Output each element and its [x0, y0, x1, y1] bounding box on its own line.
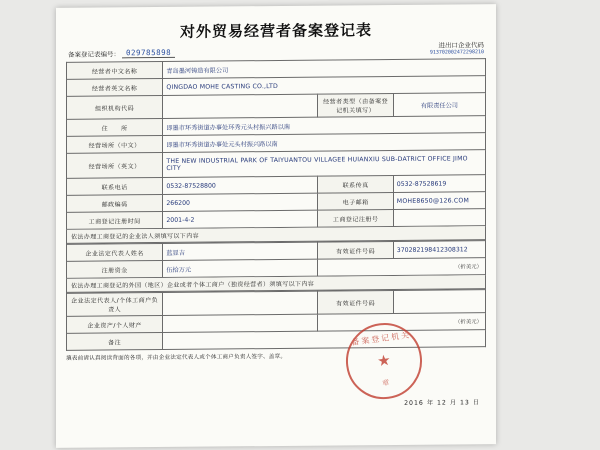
- code-number-label: 进出口企业代码: [438, 41, 484, 50]
- row-label-foreign-rep: 企业法定代表人/个体工商户负责人: [67, 292, 163, 316]
- row-label-reg-date: 工商登记注册时间: [67, 211, 163, 229]
- row-value-company-type: 有限责任公司: [393, 93, 485, 117]
- seal-top-text: 备案登记机关: [350, 330, 412, 348]
- document-body: [56, 4, 496, 448]
- date-month-label: 月: [449, 399, 457, 407]
- row-label-phone: 联系电话: [67, 177, 163, 195]
- row-value-foreign-id: [393, 290, 485, 314]
- document-paper: [56, 4, 496, 448]
- assets-unit-label: （折美元）: [455, 319, 482, 326]
- row-value-id-no: 370282198412308312: [393, 241, 485, 259]
- row-value-company-en: QINGDAO MOHE CASTING CO.,LTD: [163, 76, 486, 96]
- row-value-reg-date: 2001-4-2: [163, 210, 318, 228]
- row-label-fax: 联系传真: [318, 175, 393, 193]
- table-row: [67, 330, 486, 351]
- capital-unit-label: （折美元）: [455, 264, 482, 271]
- row-label-company-en: 经营者英文名称: [67, 78, 163, 96]
- row-value-capital-usd: [318, 258, 486, 276]
- registration-number-label: 备案登记表编号：: [68, 50, 120, 59]
- seal-star-icon: ★: [376, 351, 392, 371]
- row-value-address: 即墨市环秀街道办事处环秀元头村振兴路以南: [163, 116, 486, 136]
- row-label-remark: 备注: [67, 332, 163, 350]
- header-row: [68, 40, 484, 59]
- row-value-company-cn: 青岛墨河铸造有限公司: [163, 59, 486, 79]
- main-form-table: [66, 58, 486, 230]
- row-value-email: MOHE8650@126.COM: [393, 192, 485, 210]
- date-day-label: 日: [472, 399, 480, 407]
- domestic-enterprise-table: [66, 240, 486, 279]
- row-label-id-no: 有效证件号码: [318, 241, 393, 259]
- section-title-domestic: 依法办理工商登记的企业法人须填写以下内容: [66, 226, 486, 244]
- row-label-assets: 企业资产/个人财产: [67, 315, 163, 333]
- page-title: 对外贸易经营者备案登记表: [179, 21, 372, 41]
- date-month: 12: [436, 399, 447, 407]
- row-label-address: 住 所: [67, 118, 163, 136]
- code-number-value: 913702002472298210: [429, 49, 484, 56]
- row-value-foreign-rep: [163, 291, 318, 315]
- registration-number-group: [68, 48, 175, 59]
- row-label-org-code: 组织机构代码: [67, 95, 163, 119]
- date-year: 2016: [404, 400, 424, 408]
- date-day: 13: [459, 399, 470, 407]
- row-value-capital: 伍拾万元: [163, 259, 318, 277]
- row-value-phone: 0532-87528800: [163, 176, 318, 194]
- date-line: [404, 398, 480, 408]
- row-value-premises-en: THE NEW INDUSTRIAL PARK OF TAIYUANTOU VILLAGEE HUIANXIU SUB-DATRICT OFFICE JIMO CITY: [163, 150, 486, 178]
- row-label-foreign-id: 有效证件号码: [318, 290, 393, 314]
- row-label-capital: 注册资金: [67, 260, 163, 278]
- row-label-premises-cn: 经营场所（中文）: [67, 135, 163, 153]
- row-value-fax: 0532-87528619: [393, 175, 485, 193]
- date-year-label: 年: [426, 400, 434, 408]
- footer-note: 填表前请认真阅读背面的各项，并由企业法定代表人或个体工商户负责人签字、盖章。: [66, 353, 287, 362]
- row-value-org-code: [163, 94, 318, 118]
- row-label-postcode: 邮政编码: [67, 194, 163, 212]
- row-label-company-type: 经营者类型（由备案登记机关填写）: [318, 93, 393, 117]
- registration-number-value: 029785898: [122, 48, 175, 58]
- row-label-reg-no: 工商登记注册号: [318, 209, 393, 227]
- row-value-legal-rep: 蓝显吉: [163, 242, 318, 260]
- row-label-email: 电子邮箱: [318, 192, 393, 210]
- row-value-remark: [163, 330, 486, 350]
- code-number-group: [430, 40, 484, 55]
- row-value-assets: [163, 314, 318, 332]
- row-label-premises-en: 经营场所（英文）: [67, 152, 163, 178]
- section-title-foreign: 依法办理工商登记的外国（地区）企业或者个体工商户（独资经营者）须填写以下内容: [66, 275, 486, 293]
- row-value-premises-cn: 即墨市环秀街道办事处元头村振兴路以南: [163, 133, 486, 153]
- row-label-company-cn: 经营者中文名称: [67, 61, 163, 79]
- seal-bottom-text: 章: [381, 378, 392, 388]
- row-label-legal-rep: 企业法定代表人姓名: [67, 243, 163, 261]
- row-value-postcode: 266200: [163, 193, 318, 211]
- row-value-reg-no: [393, 209, 485, 227]
- table-row: [67, 150, 486, 179]
- foreign-enterprise-table: [66, 289, 486, 351]
